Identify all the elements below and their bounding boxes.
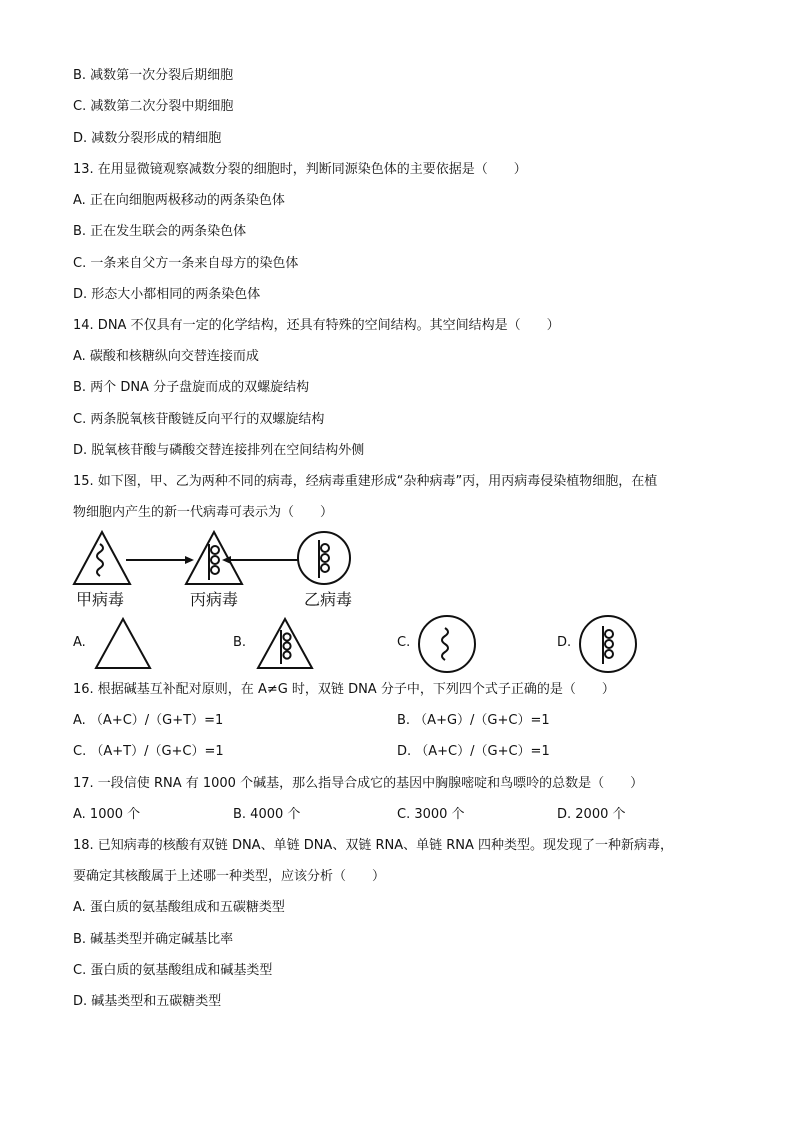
q13-option-d: D. 形态大小都相同的两条染色体 xyxy=(73,287,261,302)
q15-option-c-figure xyxy=(417,614,477,674)
q17-stem: 17. 一段信使 RNA 有 1000 个碱基，那么指导合成它的基因中胸腺嘧啶和鸟嘌呤的总数是（ ） xyxy=(73,776,644,791)
q15-option-c-label: C. xyxy=(397,635,411,650)
q15-option-d-figure xyxy=(578,614,638,674)
label-virus-jia: 甲病毒 xyxy=(76,590,125,609)
label-virus-bing: 丙病毒 xyxy=(190,590,239,609)
q14-option-a: A. 碳酸和核糖纵向交替连接而成 xyxy=(73,349,259,364)
q15-stem-line2: 物细胞内产生的新一代病毒可表示为（ ） xyxy=(73,505,334,520)
q13-option-a: A. 正在向细胞两极移动的两条染色体 xyxy=(73,193,285,208)
q16-option-d: D. （A+C）/（G+C）=1 xyxy=(397,744,550,759)
q18-option-a: A. 蛋白质的氨基酸组成和五碳糖类型 xyxy=(73,900,285,915)
q18-stem-line2: 要确定其核酸属于上述哪一种类型，应该分析（ ） xyxy=(73,869,386,884)
q15-option-d-label: D. xyxy=(557,635,572,650)
q17-option-a: A. 1000 个 xyxy=(73,807,141,822)
q16-option-b: B. （A+G）/（G+C）=1 xyxy=(397,713,550,728)
q15-option-a-figure xyxy=(93,616,153,671)
label-virus-yi: 乙病毒 xyxy=(304,590,353,609)
q13-stem: 13. 在用显微镜观察减数分裂的细胞时，判断同源染色体的主要依据是（ ） xyxy=(73,162,527,177)
q17-option-c: C. 3000 个 xyxy=(397,807,465,822)
q16-stem: 16. 根据碱基互补配对原则，在 A≠G 时，双链 DNA 分子中，下列四个式子正确的是（ ） xyxy=(73,682,615,697)
q12-option-b: B. 减数第一次分裂后期细胞 xyxy=(73,68,234,83)
q14-stem: 14. DNA 不仅具有一定的化学结构，还具有特殊的空间结构。其空间结构是（ ） xyxy=(73,318,560,333)
virus-yi-circle xyxy=(298,532,350,584)
q15-option-a-label: A. xyxy=(73,635,86,650)
q17-option-d: D. 2000 个 xyxy=(557,807,626,822)
q18-option-d: D. 碱基类型和五碳糖类型 xyxy=(73,994,222,1009)
q15-option-b-figure xyxy=(255,616,315,671)
q18-stem-line1: 18. 已知病毒的核酸有双链 DNA、单链 DNA、双链 RNA、单链 RNA 四种类型。现发现了一种新病毒， xyxy=(73,838,674,853)
virus-jia-wavy-core xyxy=(97,544,103,576)
q15-stem-line1: 15. 如下图，甲、乙为两种不同的病毒，经病毒重建形成“杂种病毒”丙，用丙病毒侵染植物细胞，在植 xyxy=(73,474,658,489)
q17-option-b: B. 4000 个 xyxy=(233,807,301,822)
q14-option-d: D. 脱氧核苷酸与磷酸交替连接排列在空间结构外侧 xyxy=(73,443,365,458)
q18-option-b: B. 碱基类型并确定碱基比率 xyxy=(73,932,234,947)
virus-bing-triangle xyxy=(186,532,242,584)
q14-option-b: B. 两个 DNA 分子盘旋而成的双螺旋结构 xyxy=(73,380,310,395)
q18-option-c: C. 蛋白质的氨基酸组成和碱基类型 xyxy=(73,963,273,978)
q15-option-b-label: B. xyxy=(233,635,247,650)
q14-option-c: C. 两条脱氧核苷酸链反向平行的双螺旋结构 xyxy=(73,412,325,427)
virus-jia-triangle xyxy=(74,532,130,584)
q16-option-a: A. （A+C）/（G+T）=1 xyxy=(73,713,224,728)
q16-option-c: C. （A+T）/（G+C）=1 xyxy=(73,744,224,759)
q13-option-b: B. 正在发生联会的两条染色体 xyxy=(73,224,247,239)
q12-option-d: D. 减数分裂形成的精细胞 xyxy=(73,131,222,146)
virus-reconstruction-figure xyxy=(70,528,370,588)
q13-option-c: C. 一条来自父方一条来自母方的染色体 xyxy=(73,256,299,271)
q12-option-c: C. 减数第二次分裂中期细胞 xyxy=(73,99,234,114)
